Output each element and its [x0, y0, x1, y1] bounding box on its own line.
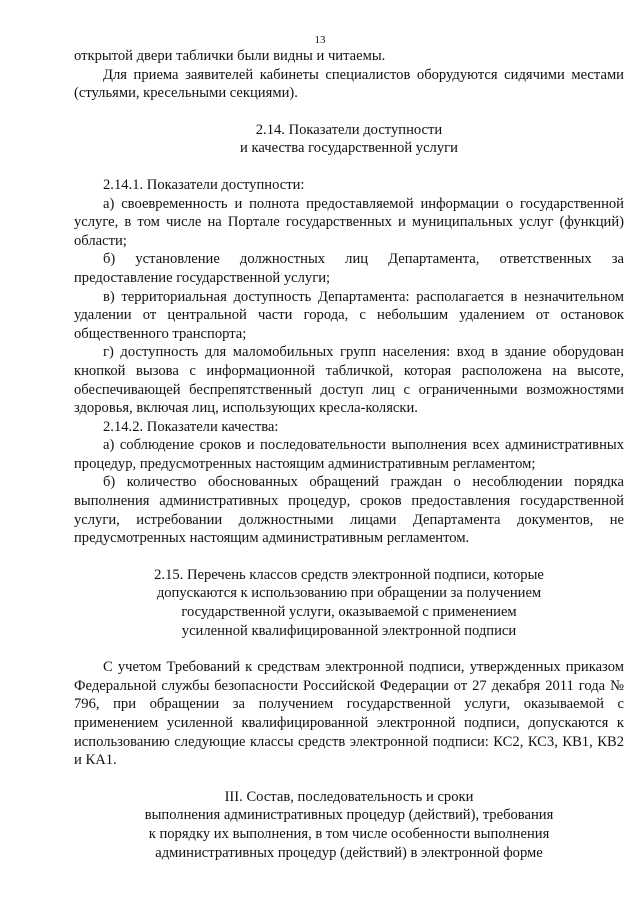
accessibility-item-g: г) доступность для маломобильных групп населения: вход в здание оборудован кнопкой вызова с информационной табличкой, которая расположена на высоте, обеспечивающей беспрепятственный доступ лиц с ограниченными возможностями здоровья, включая лиц, использующих кресла-коляски. [74, 344, 624, 417]
quality-item-b: б) количество обоснованных обращений граждан о несоблюдении порядка выполнения административных процедур, сроков предоставления государственной услуги, истребовании должностными лицами Департамента документов, не предусмотренных настоящим административным регламентом. [74, 474, 624, 547]
subsection-2-14-2: 2.14.2. Показатели качества: [103, 418, 279, 435]
section-heading-2-15-line3: государственной услуги, оказываемой с применением [181, 604, 517, 621]
section-heading-iii-line3: к порядку их выполнения, в том числе особенности выполнения [148, 825, 550, 842]
paragraph-intro-continuation: открытой двери таблички были видны и читаемы. [74, 48, 386, 64]
section-heading-2-15-line2: допускаются к использованию при обращении за получением [156, 585, 542, 602]
page-number: 13 [314, 34, 326, 46]
section-heading-iii-line2: выполнения административных процедур (действий), требования [144, 807, 554, 824]
paragraph-signature-classes: С учетом Требований к средствам электронной подписи, утвержденных приказом Федеральной службы безопасности Российской Федерации от 27 декабря 2011 года № 796, при обращении за получением государственной услуги, оказываемой с применением усиленной квалифицированной электронной подписи, допускаются к использованию следующие классы средств электронной подписи: КС2, КС3, КВ1, КВ2 и КА1. [74, 659, 624, 769]
section-heading-2-15-line4: усиленной квалифицированной электронной подписи [181, 622, 517, 639]
document-body [74, 47, 624, 862]
section-heading-2-15-line1: 2.15. Перечень классов средств электронной подписи, которые [154, 566, 544, 583]
accessibility-item-a: а) своевременность и полнота предоставляемой информации о государственной услуге, в том числе на Портале государственных и муниципальных услуг (функций) области; [74, 195, 624, 249]
section-heading-iii-line1: III. Состав, последовательность и сроки [224, 788, 474, 805]
section-heading-2-14-line1: 2.14. Показатели доступности [255, 121, 443, 138]
accessibility-item-b: б) установление должностных лиц Департамента, ответственных за предоставление государственной услуги; [74, 251, 624, 286]
accessibility-item-v: в) территориальная доступность Департамента: располагается в незначительном удалении от центральной части города, с небольшим удалением от остановок общественного транспорта; [74, 288, 624, 342]
section-heading-2-14-line2: и качества государственной услуги [240, 140, 458, 157]
section-heading-iii-line4: административных процедур (действий) в электронной форме [155, 844, 543, 861]
quality-item-a: а) соблюдение сроков и последовательности выполнения всех административных процедур, предусмотренных настоящим административным регламентом; [74, 437, 624, 472]
subsection-2-14-1: 2.14.1. Показатели доступности: [103, 176, 305, 193]
paragraph-seating: Для приема заявителей кабинеты специалистов оборудуются сидячими местами (стульями, кресельными секциями). [74, 66, 624, 102]
